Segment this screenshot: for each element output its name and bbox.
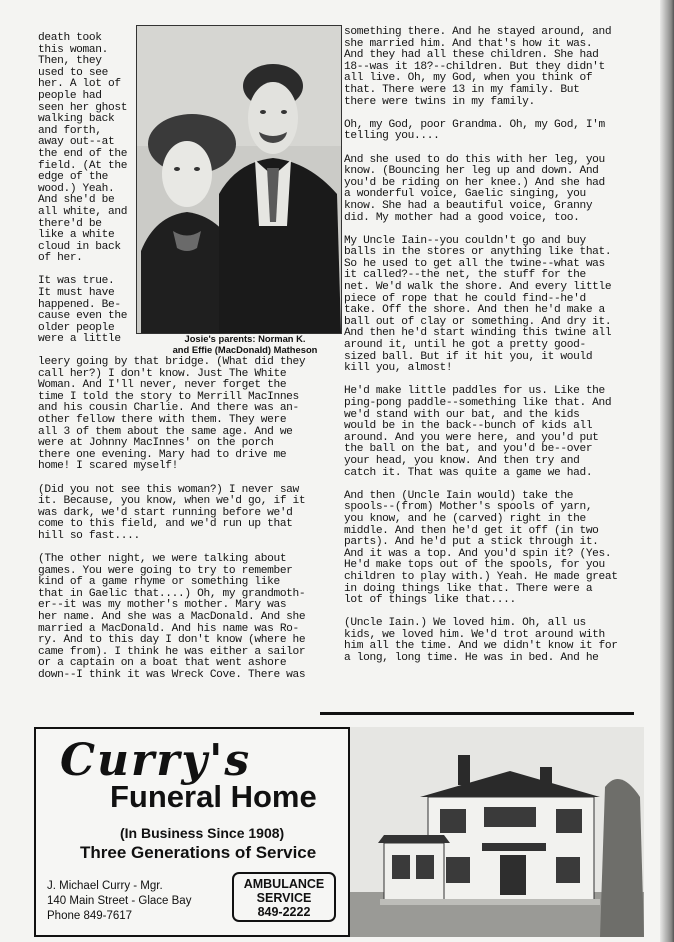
- article-line: Oh, my God, poor Grandma. Oh, my God, I'm: [344, 118, 605, 131]
- ad-contact-block: [47, 879, 191, 924]
- article-line: sized ball. But if it hit you, it would: [344, 350, 593, 363]
- article-left-wide-column: [38, 357, 305, 682]
- article-line: cause even the: [38, 310, 128, 323]
- article-line: all live. Oh, my God, when you think of: [344, 72, 593, 85]
- article-line: So he used to get all the twine--what was: [344, 257, 605, 270]
- article-line: death took: [38, 32, 102, 44]
- article-line: around. And you were here, and you'd put: [344, 431, 599, 444]
- article-line: your head, you know. And then try and: [344, 454, 580, 467]
- article-line: And it was a top. And you'd spin it? (Yes.: [344, 547, 612, 560]
- funeral-home-advertisement: [34, 727, 640, 937]
- article-line: middle. And then he'd get it off (in two: [344, 524, 599, 537]
- article-line: (Did you not see this woman?) I never saw: [38, 483, 299, 496]
- article-right-column: [344, 27, 618, 665]
- article-line: used to see: [38, 66, 108, 79]
- article-line: And she used to do this with her leg, you: [344, 153, 605, 166]
- article-line: field. (At the: [38, 159, 128, 172]
- portrait-photo: [136, 25, 342, 334]
- article-line: were a little: [38, 333, 121, 346]
- article-line: take. Off the shore. And then he'd make a: [344, 304, 605, 317]
- article-line: time I told the story to Merrill MacInnes: [38, 390, 299, 403]
- ad-address: 140 Main Street - Glace Bay: [47, 895, 192, 907]
- article-line: And they had all these children. She had: [344, 49, 599, 62]
- article-line: the ball on the bat, and you'd be--over: [344, 443, 593, 456]
- article-line: there were twins in my family.: [344, 95, 535, 108]
- ambulance-label: AMBULANCE: [243, 877, 325, 891]
- article-line: come to this field, and we'd run up that: [38, 518, 293, 531]
- article-line: balls in the stores or anything like that.: [344, 246, 612, 259]
- article-line: games. You were going to try to remember: [38, 564, 293, 577]
- article-line: [344, 143, 618, 155]
- article-line: or a captain on a boat that went ashore: [38, 657, 287, 670]
- article-line: [344, 224, 618, 236]
- article-line: all 3 of them about the same age. And we: [38, 425, 293, 438]
- article-line: would be in the back--bunch of kids all: [344, 420, 593, 433]
- article-line: know. She had a beautiful voice, Granny: [344, 199, 593, 212]
- article-line: people had: [38, 89, 102, 102]
- article-line: spools--(from) Mother's spools of yarn,: [344, 501, 593, 514]
- article-line: a wonderful voice, Gaelic singing, you: [344, 188, 586, 201]
- article-line: she married him. And that's how it was.: [344, 37, 593, 50]
- ambulance-phone: 849-2222: [257, 905, 311, 919]
- article-line: away out--at: [38, 136, 115, 149]
- article-line: did. My mother had a good voice, too.: [344, 211, 580, 224]
- article-line: other fellow there with them. They were: [38, 413, 287, 426]
- article-line: [344, 108, 618, 120]
- article-line: you know, and he (carved) right in the: [344, 512, 586, 525]
- article-line: kids, we loved him. We'd trot around with: [344, 628, 605, 641]
- article-line: was dark, we'd start running before we'd: [38, 506, 293, 519]
- caption-line-2: and Effie (MacDonald) Matheson: [172, 344, 318, 355]
- article-line: around it, until he got a pretty good-: [344, 339, 586, 352]
- article-line: call her?) I don't know. Just The White: [38, 367, 287, 380]
- article-line: the end of the: [38, 147, 128, 160]
- article-line: walking back: [38, 113, 115, 126]
- article-line: My Uncle Iain--you couldn't go and buy: [344, 234, 586, 247]
- article-line: of her.: [38, 252, 83, 265]
- article-line: him all the time. And we didn't know it for: [344, 640, 618, 653]
- article-line: children to play with.) Yeah. He made great: [344, 570, 618, 583]
- article-line: And then he'd start winding this twine all: [344, 327, 612, 340]
- article-line: And then (Uncle Iain would) take the: [344, 489, 574, 502]
- article-line: her. A lot of: [38, 78, 121, 91]
- article-end-rule: [320, 712, 634, 715]
- article-line: and forth,: [38, 124, 102, 137]
- article-line: ry. And to this day I don't know (where he: [38, 634, 306, 647]
- article-line: edge of the: [38, 171, 108, 184]
- article-line: net. We'd walk the shore. And every little: [344, 281, 612, 294]
- article-line: leery going by that bridge. (What did they: [38, 356, 306, 368]
- article-line: telling you....: [344, 130, 440, 143]
- article-line: a long, long time. He was in bed. And he: [344, 652, 599, 665]
- article-line: and his cousin Charlie. And there was an-: [38, 402, 299, 415]
- article-line: piece of rope that he could find--he'd: [344, 292, 586, 305]
- article-line: (The other night, we were talking about: [38, 553, 287, 566]
- article-line: married a MacDonald. And his name was Ro-: [38, 622, 299, 635]
- article-line: cloud in back: [38, 240, 121, 253]
- article-line: happened. Be-: [38, 298, 121, 311]
- article-line: know. (Bouncing her leg up and down. And: [344, 165, 599, 178]
- article-line: all white, and: [38, 205, 128, 218]
- article-line: that. There were 13 in my family. But: [344, 83, 580, 96]
- article-line: Then, they: [38, 55, 102, 68]
- article-line: came from). I think he was either a sailor: [38, 645, 306, 658]
- article-line: in doing things like that. There were a: [344, 582, 593, 595]
- ad-manager: J. Michael Curry - Mgr.: [47, 880, 163, 892]
- article-line: And she'd be: [38, 194, 115, 207]
- ambulance-service-box: [232, 872, 336, 922]
- article-left-narrow-column: [38, 33, 127, 346]
- ad-phone: Phone 849-7617: [47, 910, 133, 922]
- article-line: er--it was my mother's mother. Mary was: [38, 599, 287, 612]
- article-line: this woman.: [38, 43, 108, 56]
- article-line: hill so fast....: [38, 529, 140, 542]
- article-line: It must have: [38, 287, 115, 300]
- article-line: down--I think it was Wreck Cove. There was: [38, 669, 306, 682]
- article-line: you'd be riding on her knee.) And she had: [344, 176, 605, 189]
- article-line: kill you, almost!: [344, 362, 453, 375]
- article-line: wood.) Yeah.: [38, 182, 115, 195]
- ad-established: (In Business Since 1908): [120, 825, 285, 841]
- article-line: [38, 473, 305, 485]
- article-line: It was true.: [38, 275, 115, 288]
- article-line: we'd stand with our bat, and the kids: [344, 408, 580, 421]
- article-line: lot of things like that....: [344, 594, 516, 607]
- ambulance-service-label: SERVICE: [256, 891, 312, 905]
- article-line: He'd make little paddles for us. Like the: [344, 385, 605, 398]
- article-line: home! I scared myself!: [38, 460, 178, 473]
- article-line: Woman. And I'll never, never forget the: [38, 379, 287, 392]
- funeral-home-photo: [348, 727, 644, 937]
- ad-business-name: Curry's: [60, 735, 252, 786]
- article-line: He'd make tops out of the spools, for you: [344, 559, 605, 572]
- article-line: her name. And she was a MacDonald. And she: [38, 611, 306, 624]
- article-line: seen her ghost: [38, 101, 128, 114]
- article-line: catch it. That was quite a game we had.: [344, 466, 593, 479]
- article-line: were at Johnny MacInnes' on the porch: [38, 437, 274, 450]
- caption-line-1: Josie's parents: Norman K.: [184, 333, 306, 344]
- article-line: it called?--the net, the stuff for the: [344, 269, 586, 282]
- article-line: older people: [38, 321, 115, 334]
- article-line: there'd be: [38, 217, 102, 230]
- article-line: (Uncle Iain.) We loved him. Oh, all us: [344, 617, 586, 630]
- ad-business-type: Funeral Home: [110, 779, 317, 814]
- article-line: parts). And he'd put a stick through it.: [344, 536, 599, 549]
- article-line: like a white: [38, 229, 115, 242]
- ad-tagline: Three Generations of Service: [80, 843, 317, 862]
- article-line: something there. And he stayed around, and: [344, 26, 612, 38]
- page-edge-shadow: [660, 0, 674, 942]
- article-line: kind of a game rhyme or something like: [38, 576, 280, 589]
- article-line: 18--was it 18?--children. But they didn't: [344, 60, 605, 73]
- article-line: it. Because, you know, when we'd go, if it: [38, 495, 306, 508]
- article-line: ball out of clay or something. And dry it.: [344, 315, 612, 328]
- article-line: there one evening. Mary had to drive me: [38, 448, 287, 461]
- article-line: ping-pong paddle--something like that. And: [344, 397, 612, 409]
- article-line: that in Gaelic that....) Oh, my grandmoth-: [38, 587, 306, 600]
- photo-caption: [150, 333, 340, 355]
- article-line: [344, 479, 618, 491]
